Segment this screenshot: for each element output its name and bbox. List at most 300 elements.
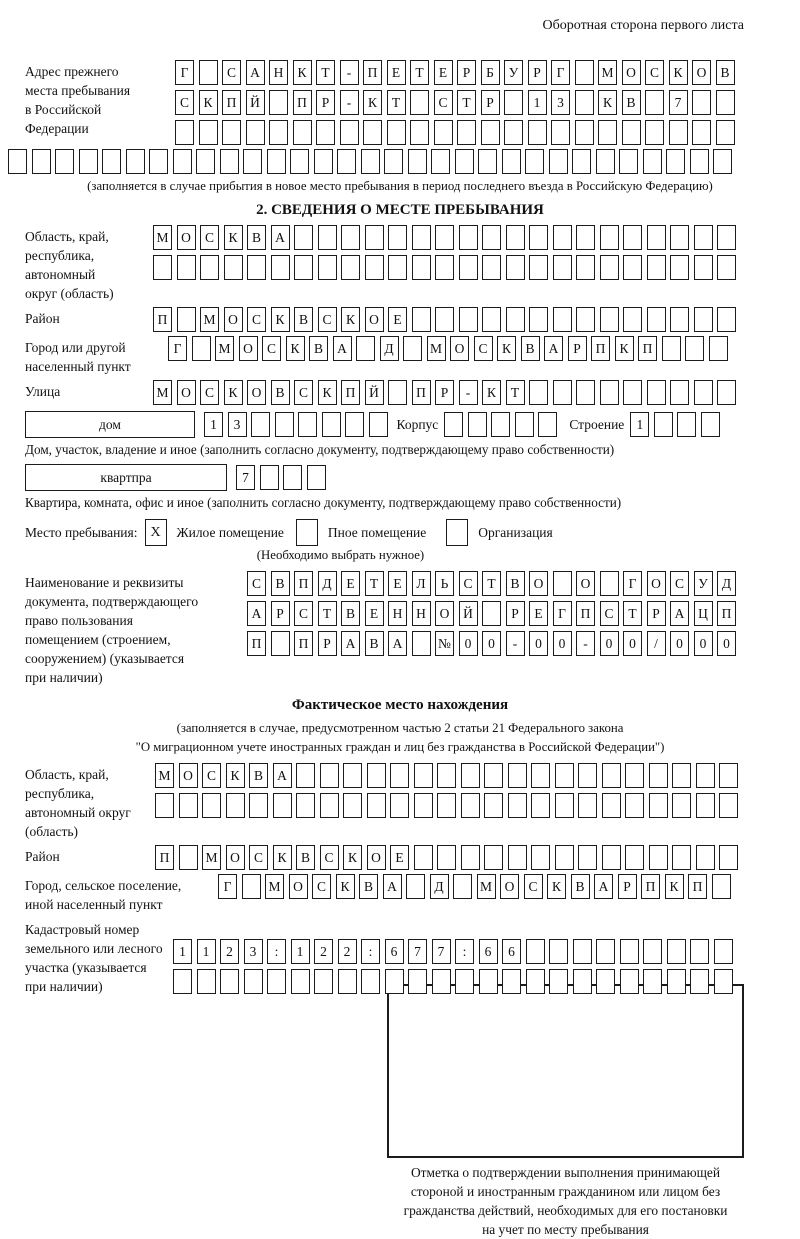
char-cell [192,336,211,361]
char-cell: 1 [528,90,547,115]
char-cell: С [175,90,194,115]
char-cell [390,793,409,818]
char-cell [515,412,534,437]
char-cell: Е [341,571,360,596]
char-cell [602,793,621,818]
char-cell [246,120,265,145]
char-cell: Е [390,845,409,870]
char-cell: М [155,763,174,788]
actual-city-row [218,874,731,899]
char-cell: С [320,845,339,870]
char-cell: Р [568,336,587,361]
char-cell [576,255,595,280]
char-cell: О [177,225,196,250]
char-cell [670,255,689,280]
region-label: Область, край, республика, автономный округ (область) [25,229,114,301]
char-cell [506,225,525,250]
char-cell [435,225,454,250]
actual-region-label: Область, край, республика, автономный округ (область) [25,767,131,839]
char-cell: О [529,571,548,596]
char-cell: С [200,225,219,250]
char-cell [696,763,715,788]
char-cell [572,149,591,174]
char-cell [199,60,218,85]
char-cell: А [670,601,689,626]
char-cell [625,845,644,870]
previous-address-row-2 [175,90,735,115]
char-cell [529,255,548,280]
region-block [25,225,792,303]
char-cell [625,763,644,788]
char-cell: О [367,845,386,870]
char-cell [220,149,239,174]
char-cell [669,120,688,145]
char-cell [388,380,407,405]
char-cell [367,793,386,818]
char-cell: С [670,571,689,596]
char-cell: В [506,571,525,596]
char-cell [202,793,221,818]
char-cell [222,120,241,145]
char-cell: 0 [670,631,689,656]
char-cell [412,631,431,656]
char-cell [531,845,550,870]
char-cell: П [293,90,312,115]
char-cell [553,225,572,250]
char-cell: С [202,763,221,788]
char-cell [526,939,545,964]
region-row-2 [153,255,736,280]
char-cell [506,307,525,332]
char-cell [576,307,595,332]
char-cell [672,793,691,818]
char-cell [643,149,662,174]
char-cell [600,307,619,332]
char-cell: 1 [630,412,649,437]
char-cell: В [249,763,268,788]
char-cell: 2 [338,939,357,964]
char-cell: Р [506,601,525,626]
place-type-note: (Необходимо выбрать нужное) [256,548,425,562]
char-cell [455,149,474,174]
char-cell [647,225,666,250]
char-cell [408,149,427,174]
section2-title: 2. СВЕДЕНИЯ О МЕСТЕ ПРЕБЫВАНИЯ [256,202,544,218]
char-cell: К [293,60,312,85]
char-cell [220,969,239,994]
char-cell [267,969,286,994]
char-cell [435,307,454,332]
char-cell [412,255,431,280]
char-cell: 1 [197,939,216,964]
char-cell [177,255,196,280]
char-cell [573,939,592,964]
char-cell [318,255,337,280]
char-cell: К [341,307,360,332]
char-cell: 0 [529,631,548,656]
char-cell [283,465,302,490]
char-cell: К [615,336,634,361]
char-cell [623,380,642,405]
char-cell [484,763,503,788]
char-cell: В [309,336,328,361]
char-cell: В [716,60,735,85]
char-cell [714,969,733,994]
char-cell [502,969,521,994]
char-cell [8,149,27,174]
char-cell: 1 [204,412,223,437]
char-cell [296,763,315,788]
char-cell: 7 [236,465,255,490]
actual-region-row-1 [155,763,738,788]
char-cell: 2 [220,939,239,964]
char-cell: - [506,631,525,656]
char-cell: К [497,336,516,361]
char-cell: 0 [482,631,501,656]
char-cell: М [427,336,446,361]
char-cell [173,969,192,994]
char-cell [343,763,362,788]
char-cell: К [343,845,362,870]
actual-location-note: (заполняется в случае, предусмотренном частью 2 статьи 21 Федерального закона "О миграционном учете иностранных граждан и лиц без гражданства в Российской Федерации") [135,721,665,754]
char-cell [479,969,498,994]
char-cell: Т [410,60,429,85]
char-cell: : [267,939,286,964]
char-cell [677,412,696,437]
char-cell: 3 [551,90,570,115]
char-cell [273,793,292,818]
place-type-block [25,519,792,546]
char-cell [271,255,290,280]
char-cell [242,874,261,899]
char-cell: П [638,336,657,361]
char-cell [307,465,326,490]
char-cell [553,571,572,596]
char-cell: У [504,60,523,85]
char-cell [692,120,711,145]
char-cell [459,225,478,250]
char-cell: С [459,571,478,596]
char-cell [600,571,619,596]
char-cell: П [155,845,174,870]
char-cell [553,255,572,280]
char-cell [531,793,550,818]
char-cell: К [286,336,305,361]
char-cell [692,90,711,115]
char-cell [717,225,736,250]
char-cell [623,307,642,332]
char-cell [716,90,735,115]
char-cell: А [388,631,407,656]
char-cell: Т [623,601,642,626]
char-cell [596,939,615,964]
char-cell [293,120,312,145]
char-cell: Г [168,336,187,361]
char-cell [249,793,268,818]
char-cell [224,255,243,280]
char-cell: Р [618,874,637,899]
char-cell [388,255,407,280]
char-cell: 1 [291,939,310,964]
char-cell [482,225,501,250]
char-cell [432,969,451,994]
actual-district-label: Район [25,849,60,864]
previous-address-block [25,60,792,145]
char-cell: О [224,307,243,332]
char-cell: О [226,845,245,870]
organization-checkbox [446,519,468,546]
char-cell: О [622,60,641,85]
char-cell: В [341,601,360,626]
char-cell: В [365,631,384,656]
char-cell [482,255,501,280]
char-cell: С [249,845,268,870]
char-cell: А [247,601,266,626]
place-type-label: Место пребывания: [25,524,138,540]
char-cell [694,225,713,250]
char-cell [153,255,172,280]
char-cell: В [571,874,590,899]
char-cell [575,90,594,115]
previous-address-label: Адрес прежнего места пребывания в Российской Федерации [25,64,131,136]
char-cell [437,845,456,870]
char-cell [294,225,313,250]
char-cell [508,793,527,818]
char-cell [622,120,641,145]
char-cell: Й [459,601,478,626]
char-cell [320,763,339,788]
char-cell [291,969,310,994]
char-cell [457,120,476,145]
char-cell [662,336,681,361]
char-cell: К [199,90,218,115]
char-cell: С [200,380,219,405]
char-cell: О [450,336,469,361]
char-cell: Т [387,90,406,115]
char-cell: 0 [694,631,713,656]
char-cell [403,336,422,361]
char-cell: В [521,336,540,361]
char-cell: 3 [244,939,263,964]
char-cell: Г [175,60,194,85]
char-cell [314,149,333,174]
char-cell: Д [430,874,449,899]
char-cell [290,149,309,174]
char-cell [491,412,510,437]
char-cell [197,969,216,994]
char-cell: В [296,845,315,870]
char-cell [340,120,359,145]
char-cell: О [247,380,266,405]
char-cell [649,763,668,788]
char-cell: К [224,225,243,250]
char-cell [175,120,194,145]
char-cell [625,793,644,818]
street-label: Улица [25,384,61,399]
char-cell [384,149,403,174]
char-cell [526,969,545,994]
char-cell [575,120,594,145]
char-cell [298,412,317,437]
char-cell [343,793,362,818]
char-cell [643,969,662,994]
char-cell: А [594,874,613,899]
char-cell: М [153,225,172,250]
char-cell: 7 [432,939,451,964]
char-cell [294,255,313,280]
cadastral-row-2 [173,969,733,994]
district-label: Район [25,311,60,326]
char-cell [701,412,720,437]
char-cell: Н [269,60,288,85]
street-row [153,380,736,405]
char-cell: П [153,307,172,332]
char-cell: П [576,601,595,626]
char-cell [531,763,550,788]
char-cell [322,412,341,437]
char-cell: П [688,874,707,899]
residential-label: Жилое помещение [176,524,284,540]
char-cell: Т [457,90,476,115]
char-cell: А [246,60,265,85]
apartment-block [25,464,792,491]
char-cell [361,149,380,174]
house-widebox: дом [25,411,195,438]
char-cell: В [271,380,290,405]
char-cell [504,120,523,145]
apartment-caption: Квартира, комната, офис и иное (заполнить согласно документу, подтверждающему право собственности) [25,495,622,510]
char-cell [126,149,145,174]
char-cell: С [247,307,266,332]
char-cell: С [262,336,281,361]
char-cell: Т [506,380,525,405]
char-cell [694,307,713,332]
char-cell: Т [316,60,335,85]
char-cell [619,149,638,174]
char-cell [177,307,196,332]
char-cell [690,939,709,964]
char-cell [155,793,174,818]
char-cell: О [692,60,711,85]
char-cell: К [224,380,243,405]
char-cell: Е [529,601,548,626]
char-cell: Р [435,380,454,405]
char-cell: К [318,380,337,405]
district-block [25,307,792,332]
char-cell [431,149,450,174]
char-cell [251,412,270,437]
char-cell: Т [318,601,337,626]
char-cell [275,412,294,437]
char-cell [484,845,503,870]
char-cell: С [294,380,313,405]
char-cell [690,149,709,174]
other-premises-checkbox [296,519,318,546]
char-cell: О [289,874,308,899]
char-cell: 0 [459,631,478,656]
char-cell [694,255,713,280]
char-cell [481,120,500,145]
char-cell: Г [218,874,237,899]
char-cell: К [226,763,245,788]
char-cell: 0 [600,631,619,656]
char-cell: Д [380,336,399,361]
char-cell: Н [412,601,431,626]
char-cell [690,969,709,994]
char-cell [173,149,192,174]
char-cell [528,120,547,145]
char-cell [459,255,478,280]
char-cell [667,969,686,994]
char-cell [719,845,738,870]
char-cell: Р [457,60,476,85]
char-cell: А [341,631,360,656]
char-cell: П [341,380,360,405]
char-cell: П [294,631,313,656]
char-cell: Т [365,571,384,596]
char-cell [696,845,715,870]
char-cell [508,763,527,788]
char-cell [55,149,74,174]
actual-city-block [25,874,792,914]
char-cell [434,120,453,145]
char-cell: С [434,90,453,115]
char-cell: О [177,380,196,405]
char-cell: П [222,90,241,115]
char-cell [647,255,666,280]
char-cell [670,307,689,332]
char-cell: - [576,631,595,656]
char-cell: М [265,874,284,899]
char-cell: М [215,336,234,361]
char-cell [199,120,218,145]
char-cell [717,307,736,332]
char-cell [575,60,594,85]
char-cell [271,631,290,656]
char-cell: С [318,307,337,332]
char-cell: П [412,380,431,405]
char-cell [414,845,433,870]
house-number-row [204,412,388,437]
char-cell [645,120,664,145]
house-block [25,411,792,438]
char-cell [549,939,568,964]
char-cell [461,763,480,788]
actual-district-block [25,845,792,870]
previous-address-row-4 [8,149,792,174]
char-cell: Е [387,60,406,85]
char-cell [712,874,731,899]
char-cell: В [622,90,641,115]
char-cell: П [591,336,610,361]
char-cell [719,793,738,818]
stroenie-label: Строение [569,416,625,432]
char-cell [696,793,715,818]
char-cell: Е [388,571,407,596]
korpus-label: Корпус [396,416,439,432]
char-cell: К [669,60,688,85]
char-cell: А [333,336,352,361]
char-cell: О [647,571,666,596]
apartment-widebox: квартпра [25,464,227,491]
char-cell: Р [528,60,547,85]
char-cell [247,255,266,280]
char-cell: С [312,874,331,899]
char-cell [670,380,689,405]
char-cell: М [200,307,219,332]
char-cell: Р [318,631,337,656]
char-cell [502,149,521,174]
